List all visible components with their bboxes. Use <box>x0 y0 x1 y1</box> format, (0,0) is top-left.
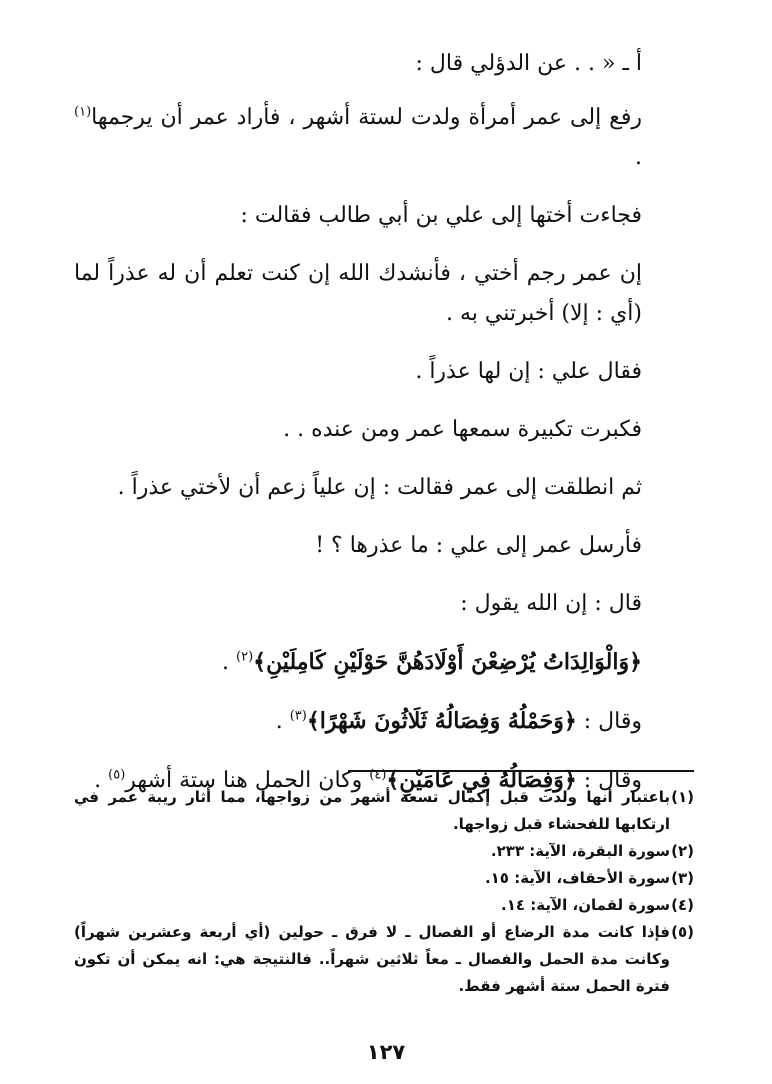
quran-verse-3: ﴿وَفِصَالُهُ فِي عَامَيْنِ﴾ <box>386 767 577 793</box>
footnote-text: باعتبار أنها ولدت قبل إكمال تسعة أشهر من زواجها، مما أثار ريبة عمر في ارتكابها للفحشاء قبل زواجها. <box>74 788 670 833</box>
paragraph-takbir <box>74 410 694 450</box>
answer-text: قال : إن الله يقول : <box>460 591 642 616</box>
footnote-number: (١) <box>671 788 694 806</box>
verse-2-end: . <box>275 709 290 734</box>
takbir-text: فكبرت تكبيرة سمعها عمر ومن عنده . . <box>283 417 642 442</box>
footnote-5 <box>74 919 694 1000</box>
story-end: . <box>635 145 642 170</box>
paragraph-story <box>74 98 694 178</box>
footnote-text: سورة الأحقاف، الآية: ١٥. <box>484 869 670 887</box>
footnote-1 <box>74 784 694 838</box>
paragraph-verse-2 <box>74 701 694 742</box>
footnote-number: (٣) <box>671 869 694 887</box>
sister-text: فجاءت أختها إلى علي بن أبي طالب فقالت : <box>240 203 642 228</box>
footnote-text: سورة البقرة، الآية: ٢٣٣. <box>490 842 670 860</box>
verse-3-prefix: وقال : <box>576 768 642 793</box>
paragraph-plea <box>74 254 694 334</box>
ali-reply-text: فقال علي : إن لها عذراً . <box>415 359 642 384</box>
story-text: رفع إلى عمر أمرأة ولدت لستة أشهر ، فأراد عمر أن يرجمها <box>91 105 642 130</box>
footnote-ref-2: (٢) <box>236 649 254 665</box>
verse-1-end: . <box>222 650 237 675</box>
quran-verse-1: ﴿وَالْوَالِدَاتُ يُرْضِعْنَ أَوْلَادَهُنَّ حَوْلَيْنِ كَامِلَيْنِ﴾ <box>253 649 642 675</box>
footnote-4 <box>74 892 694 919</box>
footnote-ref-1: (١) <box>74 104 92 120</box>
verse-3-conclusion: وكان الحمل هنا ستة أشهر <box>125 768 370 793</box>
return-text: ثم انطلقت إلى عمر فقالت : إن علياً زعم أن لأختي عذراً . <box>117 475 642 500</box>
main-text <box>74 44 694 819</box>
paragraph-question <box>74 526 694 566</box>
paragraph-return <box>74 468 694 508</box>
footnotes <box>74 784 694 1000</box>
page-number: ١٢٧ <box>366 1040 406 1064</box>
paragraph-verse-1 <box>74 642 694 683</box>
paragraph-intro <box>74 44 694 84</box>
footnote-number: (٢) <box>671 842 694 860</box>
footnote-number: (٥) <box>671 923 694 941</box>
paragraph-ali-reply <box>74 352 694 392</box>
footnote-divider <box>348 770 694 772</box>
quran-verse-2: ﴿وَحَمْلُهُ وَفِصَالُهُ ثَلَاثُونَ شَهْرًا﴾ <box>306 708 577 734</box>
question-text: فأرسل عمر إلى علي : ما عذرها ؟ ! <box>315 533 642 558</box>
paragraph-sister <box>74 196 694 236</box>
plea-text: إن عمر رجم أختي ، فأنشدك الله إن كنت تعلم أن له عذراً لما (أي : إلا) أخبرتني به . <box>74 261 642 326</box>
footnote-ref-3: (٣) <box>289 708 307 724</box>
verse-2-prefix: وقال : <box>576 709 642 734</box>
footnote-text: فإذا كانت مدة الرضاع أو الفصال ـ لا فرق ـ حولين (أي أربعة وعشرين شهراً) وكانت مدة الحمل والفصال ـ معاً ثلاثين شهراً.. فالنتيجة هي: انه يمكن أن تكون فترة الحمل ستة أشهر فقط. <box>74 923 670 995</box>
footnote-ref-5: (٥) <box>108 767 126 783</box>
footnote-number: (٤) <box>671 896 694 914</box>
footnote-3 <box>74 865 694 892</box>
footnote-text: سورة لقمان، الآية: ١٤. <box>501 896 670 914</box>
footnote-ref-4: (٤) <box>369 767 387 783</box>
verse-3-end: . <box>94 768 109 793</box>
footnote-2 <box>74 838 694 865</box>
paragraph-answer <box>74 584 694 624</box>
intro-text: أ ـ « . . عن الدؤلي قال : <box>415 51 642 76</box>
